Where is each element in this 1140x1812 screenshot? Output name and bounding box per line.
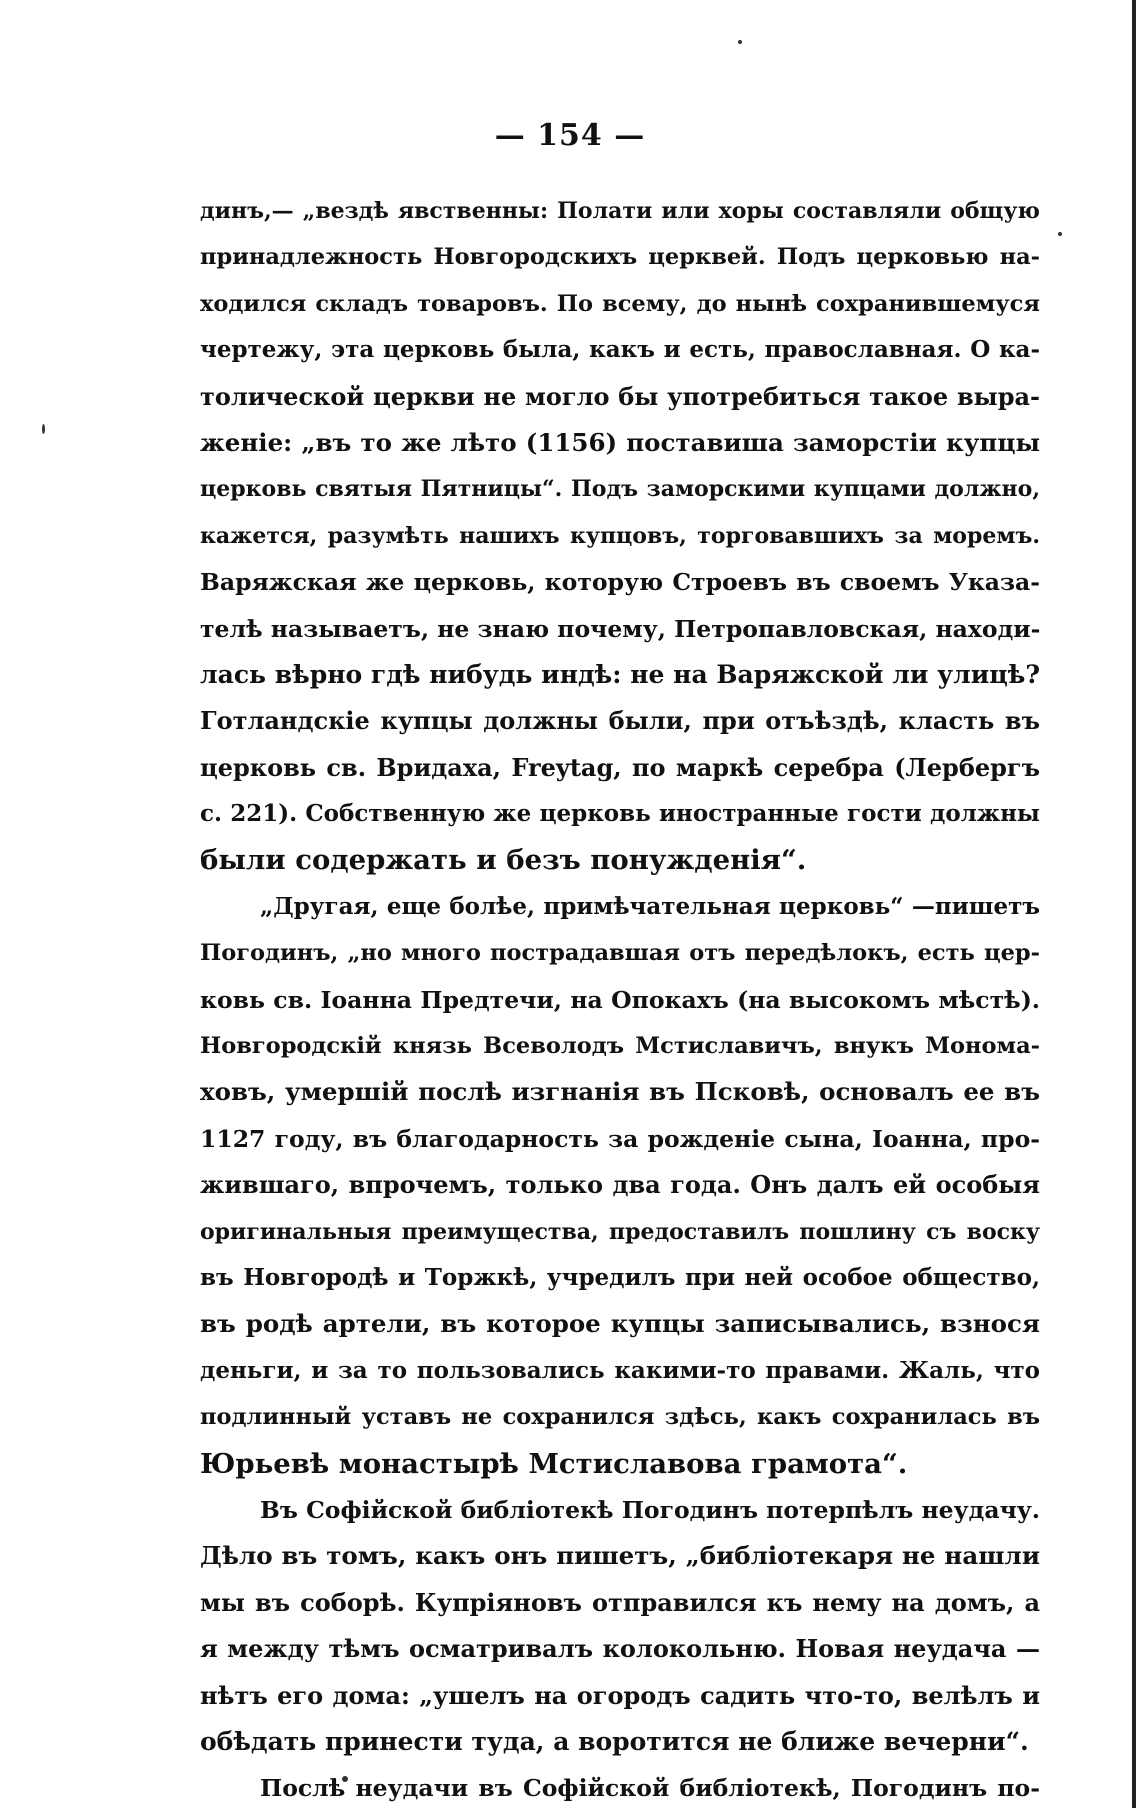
text-line: были содержать и безъ понужденія“. bbox=[200, 844, 807, 877]
text-line: оригинальныя преимущества, предоставилъ пошлину съ воску bbox=[200, 1218, 1040, 1245]
text-line: церковь св. Вридаха, Freytag, по маркѣ серебра (Лербергъ bbox=[200, 752, 1040, 782]
text-line: „Другая, еще болѣе, примѣчательная церковь“ —пишетъ bbox=[260, 892, 1040, 920]
text-line: Юрьевѣ монастырѣ Мстиславова грамота“. bbox=[200, 1447, 908, 1480]
text-line: Новгородскій князь Всеволодъ Мстиславичъ, внукъ Монома- bbox=[200, 1033, 1040, 1060]
body-text bbox=[200, 188, 1040, 1812]
text-line: толической церкви не могло бы употребиться такое выра- bbox=[200, 381, 1040, 411]
text-line: Варяжская же церковь, которую Строевъ въ своемъ Указа- bbox=[200, 568, 1040, 597]
text-line: Послѣ неудачи въ Софійской библіотекѣ, Погодинъ по- bbox=[260, 1774, 1040, 1803]
text-line: ковь св. Іоанна Предтечи, на Опокахъ (на высокомъ мѣстѣ). bbox=[200, 985, 1040, 1014]
text-line: с. 221). Собственную же церковь иностранные гости должны bbox=[200, 800, 1040, 828]
text-line: кажется, разумѣть нашихъ купцовъ, торговавшихъ за моремъ. bbox=[200, 522, 1040, 549]
text-line: въ родѣ артели, въ которое купцы записывались, взнося bbox=[200, 1309, 1040, 1339]
page-number: — 154 — bbox=[494, 118, 646, 153]
text-line: женіе: „въ то же лѣто (1156) поставиша заморстіи купцы bbox=[200, 427, 1040, 457]
text-line: Погодинъ, „но много пострадавшая отъ передѣлокъ, есть цер- bbox=[200, 940, 1040, 967]
text-line: Дѣло въ томъ, какъ онъ пишетъ, „библіотекаря не нашли bbox=[200, 1541, 1040, 1571]
text-line: ходился складъ товаровъ. По всему, до нынѣ сохранившемуся bbox=[200, 290, 1040, 317]
page-edge bbox=[1132, 0, 1136, 1808]
text-line: чертежу, эта церковь была, какъ и есть, православная. О ка- bbox=[200, 336, 1040, 364]
text-line: церковь святыя Пятницы“. Подъ заморскими купцами должно, bbox=[200, 476, 1040, 503]
text-line: въ Новгородѣ и Торжкѣ, учредилъ при ней особое общество, bbox=[200, 1263, 1040, 1291]
text-line: подлинный уставъ не сохранился здѣсь, какъ сохранилась въ bbox=[200, 1404, 1040, 1431]
speck bbox=[738, 40, 742, 44]
speck bbox=[42, 424, 45, 434]
text-line: ховъ, умершій послѣ изгнанія въ Псковѣ, основалъ ее въ bbox=[200, 1077, 1040, 1107]
text-line: Готландскіе купцы должны были, при отъѣздѣ, класть въ bbox=[200, 706, 1040, 736]
text-line: Въ Софійской библіотекѣ Погодинъ потерпѣлъ неудачу. bbox=[260, 1495, 1040, 1524]
text-line: нѣтъ его дома: „ушелъ на огородъ садить что-то, велѣлъ и bbox=[200, 1680, 1040, 1710]
text-line: принадлежность Новгородскихъ церквей. Подъ церковью на- bbox=[200, 244, 1040, 271]
speck bbox=[1058, 232, 1062, 236]
text-line: лась вѣрно гдѣ нибудь индѣ: не на Варяжской ли улицѣ? bbox=[200, 659, 1040, 689]
text-line: динъ,— „вездѣ явственны: Полати или хоры составляли общую bbox=[200, 198, 1040, 224]
text-line: жившаго, впрочемъ, только два года. Онъ далъ ей особыя bbox=[200, 1170, 1040, 1200]
text-line: деньги, и за то пользовались какими-то правами. Жаль, что bbox=[200, 1356, 1040, 1384]
text-line: я между тѣмъ осматривалъ колокольню. Новая неудача — bbox=[200, 1634, 1040, 1664]
text-line: 1127 году, въ благодарность за рожденіе сына, Іоанна, про- bbox=[200, 1124, 1040, 1153]
text-line: мы въ соборѣ. Купріяновъ отправился къ нему на домъ, а bbox=[200, 1587, 1040, 1617]
text-line: обѣдать принести туда, а воротится не ближе вечерни“. bbox=[200, 1726, 1029, 1756]
text-line: телѣ называетъ, не знаю почему, Петропавловская, находи- bbox=[200, 614, 1040, 643]
